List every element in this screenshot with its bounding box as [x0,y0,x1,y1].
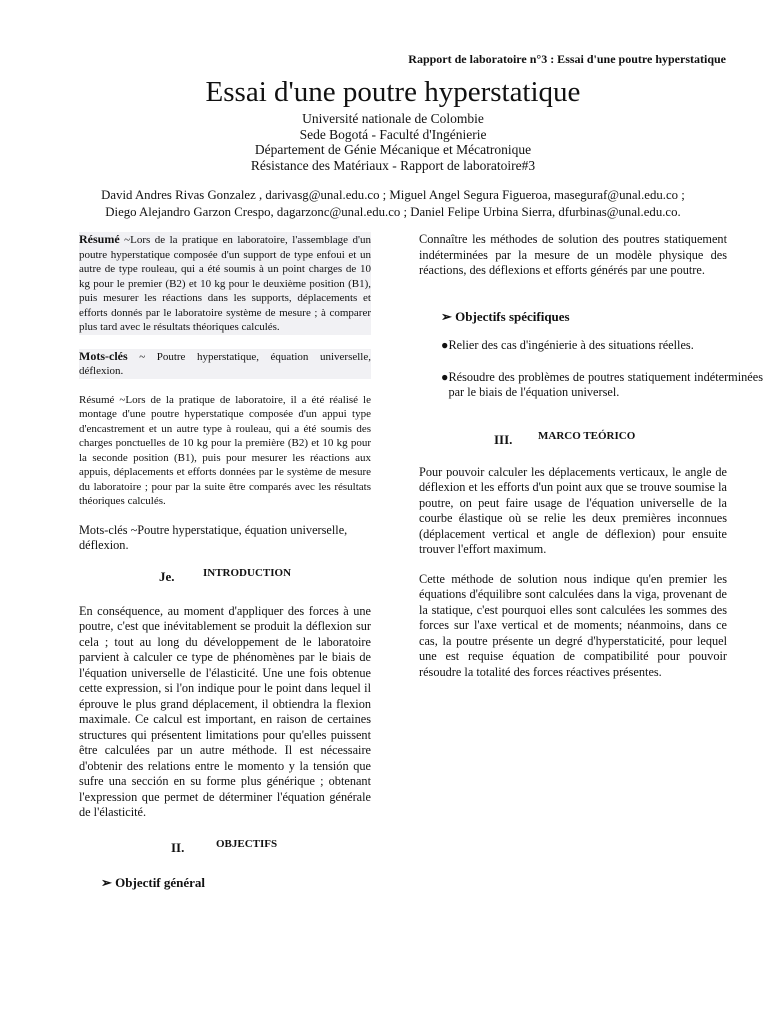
affiliation-line: Sede Bogotá - Faculté d'Ingénierie [299,126,487,142]
keywords-label: Mots-clés [79,348,128,363]
arrow-bullet-icon: ➢ [101,874,116,890]
abstract-translated: Résumé ~Lors de la pratique de laboratoire, il a été réalisé le montage d'une poutre hyperstatique composée d'un appui type d'encastrement et un autre type à rouleau, qui a été soumis des charges ponctuelles de 10 kg pour la première (B2) et 10 kg pour la seconde position (B1), puis pour mesurer les réactions aux appuis, déplacements et efforts données par le système de mesure du laboratoire ; pour par la suite être comparés avec les résultats théoriques calculés. [79,393,371,507]
right-column [419,232,763,680]
keywords-text: ~ Poutre hyperstatique, équation universelle, déflexion. [79,350,371,377]
affiliation [0,111,768,173]
theory-paragraph: Cette méthode de solution nous indique qu'en premier les équations d'équilibre sont calculées dans la viga, provenant de la statique, c'est pourquoi elles sont calculées les sommes des forces sur l'axe vertical et de moments; néanmoins, dans ce cas, la poutre présente un degré d'hyperstaticité, pour lequel une est requise équation de compatibilité pour pouvoir résoudre la totalité des forces réactives présentes. [419,571,727,679]
objective-bullet-text: Résoudre des problèmes de poutres statiquement indéterminées par le biais de l'équation universel. [448,369,763,399]
left-column [79,232,371,890]
section-number: II. [171,839,185,855]
abstract-text: ~Lors de la pratique en laboratoire, l'assemblage d'un poutre hyperstatique composée d'un support de type enfoui et un autre de type rouleau, qui a été soumis à un point charges de 10 kg pour le premier (B2) et 10 kg pour le deuxième position (B1), puis mesurer les réactions dans les supports, déplacements et efforts donnés par le laboratoire système de mesure ; à comparer plus tard avec le résultats théoriques calculés. [79,234,371,333]
affiliation-line: Université nationale de Colombie [302,111,484,126]
running-header: Rapport de laboratoire n°3 : Essai d'une poutre hyperstatique [408,52,726,66]
section-title: MARCO TEÓRICO [538,429,636,442]
specific-objectives-heading [419,309,727,325]
objective-general-label: Objectif général [115,874,206,890]
abstract-original [79,232,371,335]
paper-title: Essai d'une poutre hyperstatique [205,76,581,108]
section-title: OBJECTIFS [216,837,278,850]
section-number: III. [494,431,513,447]
section-title: INTRODUCTION [203,566,292,579]
general-objective-text: Connaître les méthodes de solution des poutres statiquement indéterminées par la mesure de un modèle physique des réactions, des déflexions et efforts générés par une poutre. [419,232,727,277]
section-heading-objectives [79,837,371,859]
abstract-label: Résumé [79,232,120,246]
affiliation-line: Résistance des Matériaux - Rapport de laboratoire#3 [250,157,536,173]
section-heading-introduction [79,566,371,588]
specific-objectives-label: Objectifs spécifiques [455,308,570,324]
section-heading-theory [419,429,727,451]
objective-bullet [419,370,763,401]
objective-bullet [419,338,763,354]
arrow-bullet-icon: ➢ [441,308,456,324]
author-line: David Andres Rivas Gonzalez , darivasg@unal.edu.co ; Miguel Angel Segura Figueroa, maseguraf@unal.edu.co ; [101,188,685,202]
objective-general-heading [79,875,371,891]
author-line: Diego Alejandro Garzon Crespo, dagarzonc@unal.edu.co ; Daniel Felipe Urbina Sierra, dfurbinas@unal.edu.co. [105,205,681,219]
bullet-dot-icon: ● [441,369,449,384]
objective-bullet-text: Relier des cas d'ingénierie à des situations réelles. [448,338,694,352]
section-number: Je. [159,568,175,584]
keywords-translated: Mots-clés ~Poutre hyperstatique, équation universelle, déflexion. [79,522,348,552]
introduction-text: En conséquence, au moment d'appliquer des forces à une poutre, c'est que inévitablement se produit la déflexion sur cela ; tout au long du développement de le laboratoire parvient à calculer ce type de phénomènes par le biais de l'équation universelle de l'élasticité. Une une fois obtenue cette expression, si l'on indique pour le point dans lequel il éprouve le plus grand déplacement, il obtiendra la flexion maximale. Ce calcul est important, en raison de certaines structures qui présentent limitations pour qu'elles puissent être calculées par un autre méthode. Il est nécessaire d'obtenir des relations entre le momento y la tensión que sufre una sección en su forme plus générique ; obtenant l'expression que permet de déterminer l'équation générale de l'élasticité. [79,603,371,819]
author-list [0,187,768,221]
bullet-dot-icon: ● [441,338,449,352]
affiliation-line: Département de Génie Mécanique et Mécatronique [254,142,532,157]
theory-paragraph: Pour pouvoir calculer les déplacements verticaux, le angle de déflexion et les efforts d'un point aux que se trouve soumise la poutre, on peut faire usage de l'équation universelle de la courbe élastique où se relie les deux premières inconnues (déplacement vertical et angle de déflexion) pour ensuite trouver l'effort maximum. [419,464,727,556]
keywords-original [79,349,371,379]
